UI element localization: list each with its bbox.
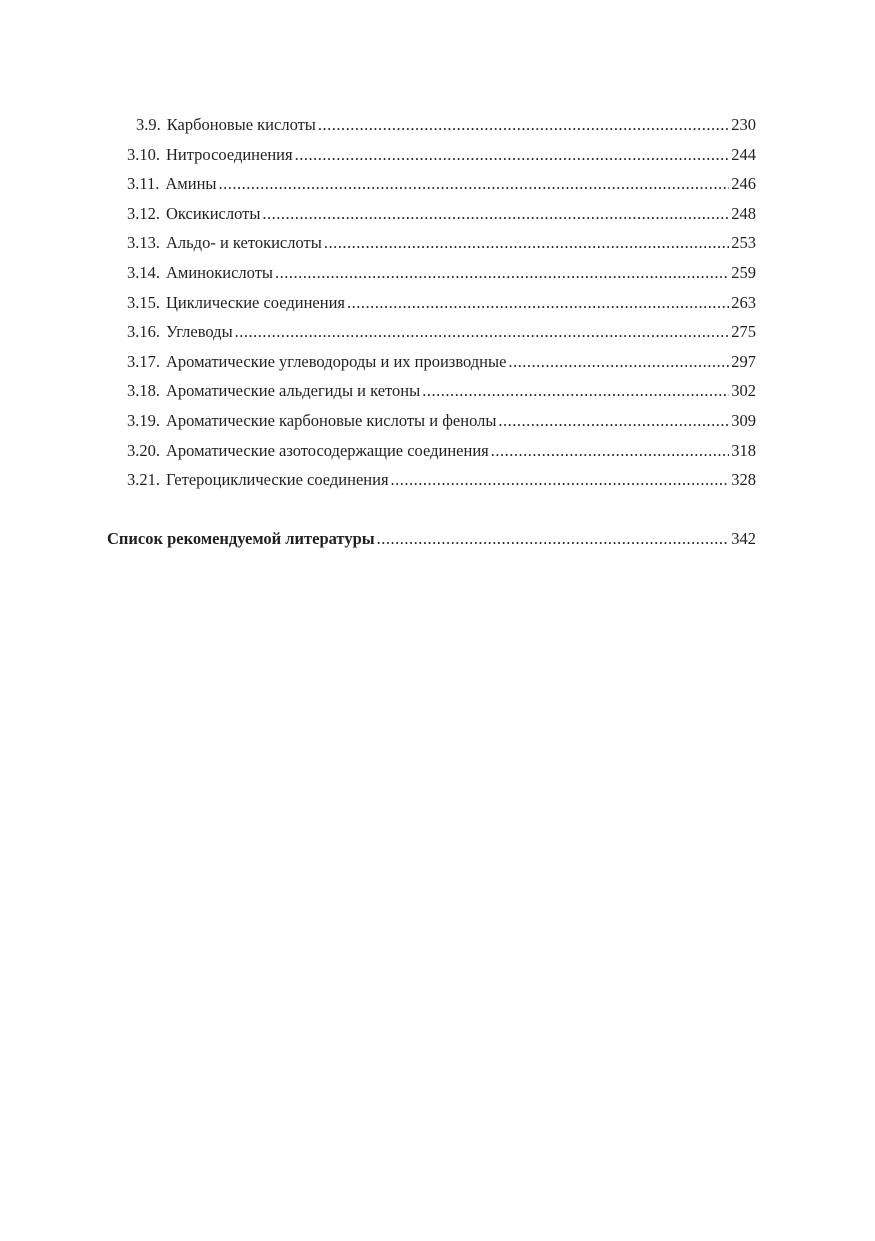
- toc-line: [127, 173, 756, 195]
- toc-line: [127, 469, 756, 491]
- section-number: 3.17.: [127, 351, 160, 371]
- section-title: Гетероциклические соединения: [166, 470, 389, 490]
- toc-entry: [0, 317, 875, 347]
- toc-line: [127, 262, 756, 284]
- section-title: Циклические соединения: [166, 292, 345, 312]
- section-title: Ароматические карбоновые кислоты и фенолы: [166, 410, 497, 430]
- section-title: Амины: [165, 174, 217, 194]
- toc-line: [107, 528, 756, 550]
- toc-entry: [0, 199, 875, 229]
- dot-leader: [235, 321, 730, 343]
- dot-leader: [377, 528, 730, 550]
- references-title: Список рекомендуемой литературы: [107, 528, 375, 548]
- section-number: 3.19.: [127, 410, 160, 430]
- section-number: 3.20.: [127, 440, 160, 460]
- toc-line: [127, 351, 756, 373]
- toc-entry: [0, 465, 875, 495]
- toc-line: [127, 410, 756, 432]
- toc-line: [127, 203, 756, 225]
- dot-leader: [318, 114, 729, 136]
- dot-leader: [275, 262, 729, 284]
- toc-line: [127, 380, 756, 402]
- section-number: 3.11.: [127, 174, 160, 194]
- toc-entry: [0, 406, 875, 436]
- section-gap: [0, 495, 875, 524]
- page-number: 309: [731, 410, 756, 430]
- section-title: Карбоновые кислоты: [166, 115, 316, 134]
- page-number: 248: [731, 203, 756, 223]
- section-title: Нитросоединения: [166, 144, 293, 164]
- toc-entry: [0, 140, 875, 170]
- toc-line: [127, 232, 756, 254]
- toc-line: [127, 440, 756, 462]
- toc-entry: [0, 258, 875, 288]
- section-number: 3.9.: [136, 115, 161, 134]
- page-number: 263: [731, 292, 756, 312]
- toc-line: [127, 292, 756, 314]
- section-number: 3.15.: [127, 292, 160, 312]
- dot-leader: [491, 440, 730, 462]
- page-number: 328: [731, 470, 756, 490]
- page-number: 302: [731, 381, 756, 401]
- toc-entry: [0, 347, 875, 377]
- page-number: 230: [731, 115, 756, 134]
- dot-leader: [508, 351, 729, 373]
- section-number: 3.16.: [127, 322, 160, 342]
- toc-line: [136, 114, 756, 136]
- section-number: 3.14.: [127, 262, 160, 282]
- page-number: 259: [731, 262, 756, 282]
- page-number: 318: [731, 440, 756, 460]
- section-title: Альдо- и кетокислоты: [166, 233, 322, 253]
- toc-entry: [0, 110, 875, 140]
- dot-leader: [295, 144, 730, 166]
- dot-leader: [498, 410, 729, 432]
- section-number: 3.18.: [127, 381, 160, 401]
- section-title: Оксикислоты: [166, 203, 261, 223]
- page-number: 244: [731, 144, 756, 164]
- dot-leader: [391, 469, 730, 491]
- page-number: 246: [731, 174, 756, 194]
- section-title: Аминокислоты: [166, 262, 274, 282]
- section-title: Ароматические углеводороды и их производные: [166, 351, 507, 371]
- page-number: 342: [731, 528, 756, 548]
- table-of-contents: [0, 110, 875, 553]
- toc-line: [127, 321, 756, 343]
- toc-entry: [0, 376, 875, 406]
- dot-leader: [219, 173, 730, 195]
- toc-entry: [0, 288, 875, 318]
- dot-leader: [262, 203, 729, 225]
- section-title: Ароматические альдегиды и кетоны: [166, 381, 421, 401]
- page-number: 297: [731, 351, 756, 371]
- section-number: 3.21.: [127, 470, 160, 490]
- page-number: 253: [731, 233, 756, 253]
- page-number: 275: [731, 322, 756, 342]
- toc-entry: [0, 169, 875, 199]
- section-title: Углеводы: [166, 322, 233, 342]
- toc-line: [127, 144, 756, 166]
- dot-leader: [324, 232, 729, 254]
- dot-leader: [347, 292, 729, 314]
- section-number: 3.10.: [127, 144, 160, 164]
- toc-entry: [0, 436, 875, 466]
- toc-entry: [0, 228, 875, 258]
- section-number: 3.12.: [127, 203, 160, 223]
- dot-leader: [422, 380, 729, 402]
- section-number: 3.13.: [127, 233, 160, 253]
- toc-entry-references: [0, 524, 875, 554]
- section-title: Ароматические азотосодержащие соединения: [166, 440, 489, 460]
